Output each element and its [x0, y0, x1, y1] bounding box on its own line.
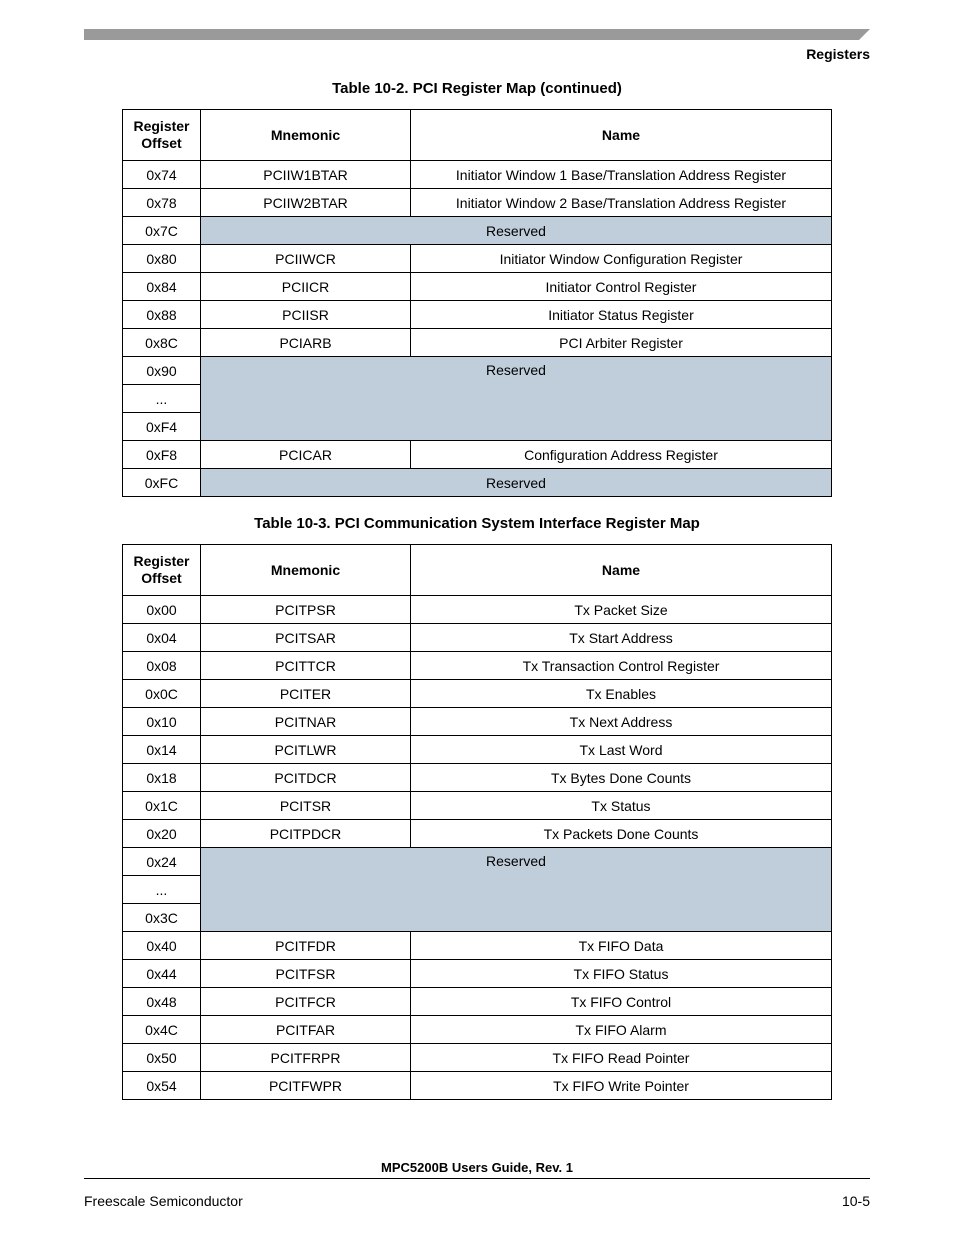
cell-name: Initiator Window 2 Base/Translation Address Register: [411, 189, 832, 217]
cell-offset: 0x4C: [123, 1016, 201, 1044]
cell-name: Tx Enables: [411, 680, 832, 708]
cell-offset: 0x90: [123, 357, 201, 385]
cell-offset: 0x14: [123, 736, 201, 764]
header-offset: Register Offset: [123, 545, 201, 596]
cell-mnemonic: PCIISR: [201, 301, 411, 329]
table-row: [123, 217, 832, 245]
cell-mnemonic: PCITDCR: [201, 764, 411, 792]
cell-mnemonic: PCIICR: [201, 273, 411, 301]
table-row: [123, 469, 832, 497]
cell-offset: 0x48: [123, 988, 201, 1016]
cell-name: Tx Packet Size: [411, 596, 832, 624]
cell-mnemonic: PCITNAR: [201, 708, 411, 736]
cell-name: Tx FIFO Control: [411, 988, 832, 1016]
table-row: [123, 680, 832, 708]
header-mnemonic: Mnemonic: [201, 545, 411, 596]
reserved-cell: Reserved: [201, 848, 832, 932]
table-row: [123, 764, 832, 792]
cell-offset: 0x54: [123, 1072, 201, 1100]
pci-comm-interface-register-map-table: [122, 544, 832, 1100]
cell-offset: 0x04: [123, 624, 201, 652]
cell-offset: 0x8C: [123, 329, 201, 357]
cell-mnemonic: PCIIW2BTAR: [201, 189, 411, 217]
cell-name: Tx Packets Done Counts: [411, 820, 832, 848]
table-row: [123, 736, 832, 764]
cell-name: Tx Transaction Control Register: [411, 652, 832, 680]
cell-name: Initiator Window Configuration Register: [411, 245, 832, 273]
cell-mnemonic: PCITPDCR: [201, 820, 411, 848]
cell-mnemonic: PCITFWPR: [201, 1072, 411, 1100]
cell-name: Tx Next Address: [411, 708, 832, 736]
table-row: [123, 708, 832, 736]
cell-offset: 0x84: [123, 273, 201, 301]
cell-name: Configuration Address Register: [411, 441, 832, 469]
cell-name: Initiator Status Register: [411, 301, 832, 329]
table-row: [123, 960, 832, 988]
cell-offset: 0xF4: [123, 413, 201, 441]
table-row: [123, 820, 832, 848]
cell-offset: 0x00: [123, 596, 201, 624]
cell-offset: 0x10: [123, 708, 201, 736]
document-title: MPC5200B Users Guide, Rev. 1: [381, 1160, 573, 1175]
cell-name: Tx FIFO Data: [411, 932, 832, 960]
cell-offset: 0x08: [123, 652, 201, 680]
cell-name: Initiator Control Register: [411, 273, 832, 301]
cell-mnemonic: PCITER: [201, 680, 411, 708]
table-row: [123, 329, 832, 357]
header-name: Name: [411, 110, 832, 161]
cell-offset: 0x78: [123, 189, 201, 217]
cell-mnemonic: PCITTCR: [201, 652, 411, 680]
company-name: Freescale Semiconductor: [84, 1193, 243, 1209]
cell-offset: 0xFC: [123, 469, 201, 497]
table-row: [123, 1072, 832, 1100]
table-row: [123, 596, 832, 624]
cell-mnemonic: PCITFDR: [201, 932, 411, 960]
cell-mnemonic: PCITLWR: [201, 736, 411, 764]
cell-mnemonic: PCICAR: [201, 441, 411, 469]
cell-mnemonic: PCIIW1BTAR: [201, 161, 411, 189]
table-10-3-caption: Table 10-3. PCI Communication System Interface Register Map: [254, 515, 700, 532]
table-header-row: [123, 110, 832, 161]
cell-offset: 0x24: [123, 848, 201, 876]
table-10-2-caption: Table 10-2. PCI Register Map (continued): [332, 80, 622, 97]
table-row: [123, 245, 832, 273]
table-header-row: [123, 545, 832, 596]
header-name: Name: [411, 545, 832, 596]
cell-offset: ...: [123, 385, 201, 413]
cell-offset: 0x74: [123, 161, 201, 189]
cell-mnemonic: PCITFRPR: [201, 1044, 411, 1072]
cell-offset: 0x18: [123, 764, 201, 792]
cell-mnemonic: PCITPSR: [201, 596, 411, 624]
reserved-cell: Reserved: [201, 357, 832, 441]
header-offset: Register Offset: [123, 110, 201, 161]
table-row: [123, 189, 832, 217]
table-row: [123, 792, 832, 820]
table-row: [123, 624, 832, 652]
section-header: Registers: [806, 46, 870, 62]
cell-name: Tx Start Address: [411, 624, 832, 652]
table-row: [123, 273, 832, 301]
cell-name: Tx Last Word: [411, 736, 832, 764]
header-bar: [84, 29, 870, 40]
table-row: [123, 652, 832, 680]
cell-offset: 0x7C: [123, 217, 201, 245]
table-row: [123, 1044, 832, 1072]
cell-offset: 0x1C: [123, 792, 201, 820]
pci-register-map-table: [122, 109, 832, 497]
cell-offset: 0x3C: [123, 904, 201, 932]
cell-mnemonic: PCITFAR: [201, 1016, 411, 1044]
cell-mnemonic: PCITSR: [201, 792, 411, 820]
cell-offset: 0x0C: [123, 680, 201, 708]
table-row: [123, 357, 832, 385]
table-row: [123, 441, 832, 469]
header-mnemonic: Mnemonic: [201, 110, 411, 161]
table-row: [123, 848, 832, 876]
table-row: [123, 988, 832, 1016]
cell-offset: 0x88: [123, 301, 201, 329]
cell-name: Tx Status: [411, 792, 832, 820]
table-row: [123, 301, 832, 329]
table-row: [123, 932, 832, 960]
cell-name: Tx FIFO Write Pointer: [411, 1072, 832, 1100]
cell-offset: 0xF8: [123, 441, 201, 469]
table-row: [123, 1016, 832, 1044]
cell-name: Tx FIFO Read Pointer: [411, 1044, 832, 1072]
cell-mnemonic: PCITSAR: [201, 624, 411, 652]
cell-name: Tx FIFO Status: [411, 960, 832, 988]
reserved-cell: Reserved: [201, 217, 832, 245]
table-row: [123, 161, 832, 189]
cell-name: Tx Bytes Done Counts: [411, 764, 832, 792]
cell-offset: ...: [123, 876, 201, 904]
cell-name: PCI Arbiter Register: [411, 329, 832, 357]
cell-offset: 0x80: [123, 245, 201, 273]
footer-divider: [84, 1178, 870, 1179]
cell-name: Initiator Window 1 Base/Translation Address Register: [411, 161, 832, 189]
cell-offset: 0x44: [123, 960, 201, 988]
cell-mnemonic: PCIIWCR: [201, 245, 411, 273]
cell-offset: 0x40: [123, 932, 201, 960]
cell-mnemonic: PCIARB: [201, 329, 411, 357]
cell-mnemonic: PCITFCR: [201, 988, 411, 1016]
cell-offset: 0x20: [123, 820, 201, 848]
cell-mnemonic: PCITFSR: [201, 960, 411, 988]
cell-name: Tx FIFO Alarm: [411, 1016, 832, 1044]
reserved-cell: Reserved: [201, 469, 832, 497]
page-number: 10-5: [841, 1193, 870, 1209]
cell-offset: 0x50: [123, 1044, 201, 1072]
